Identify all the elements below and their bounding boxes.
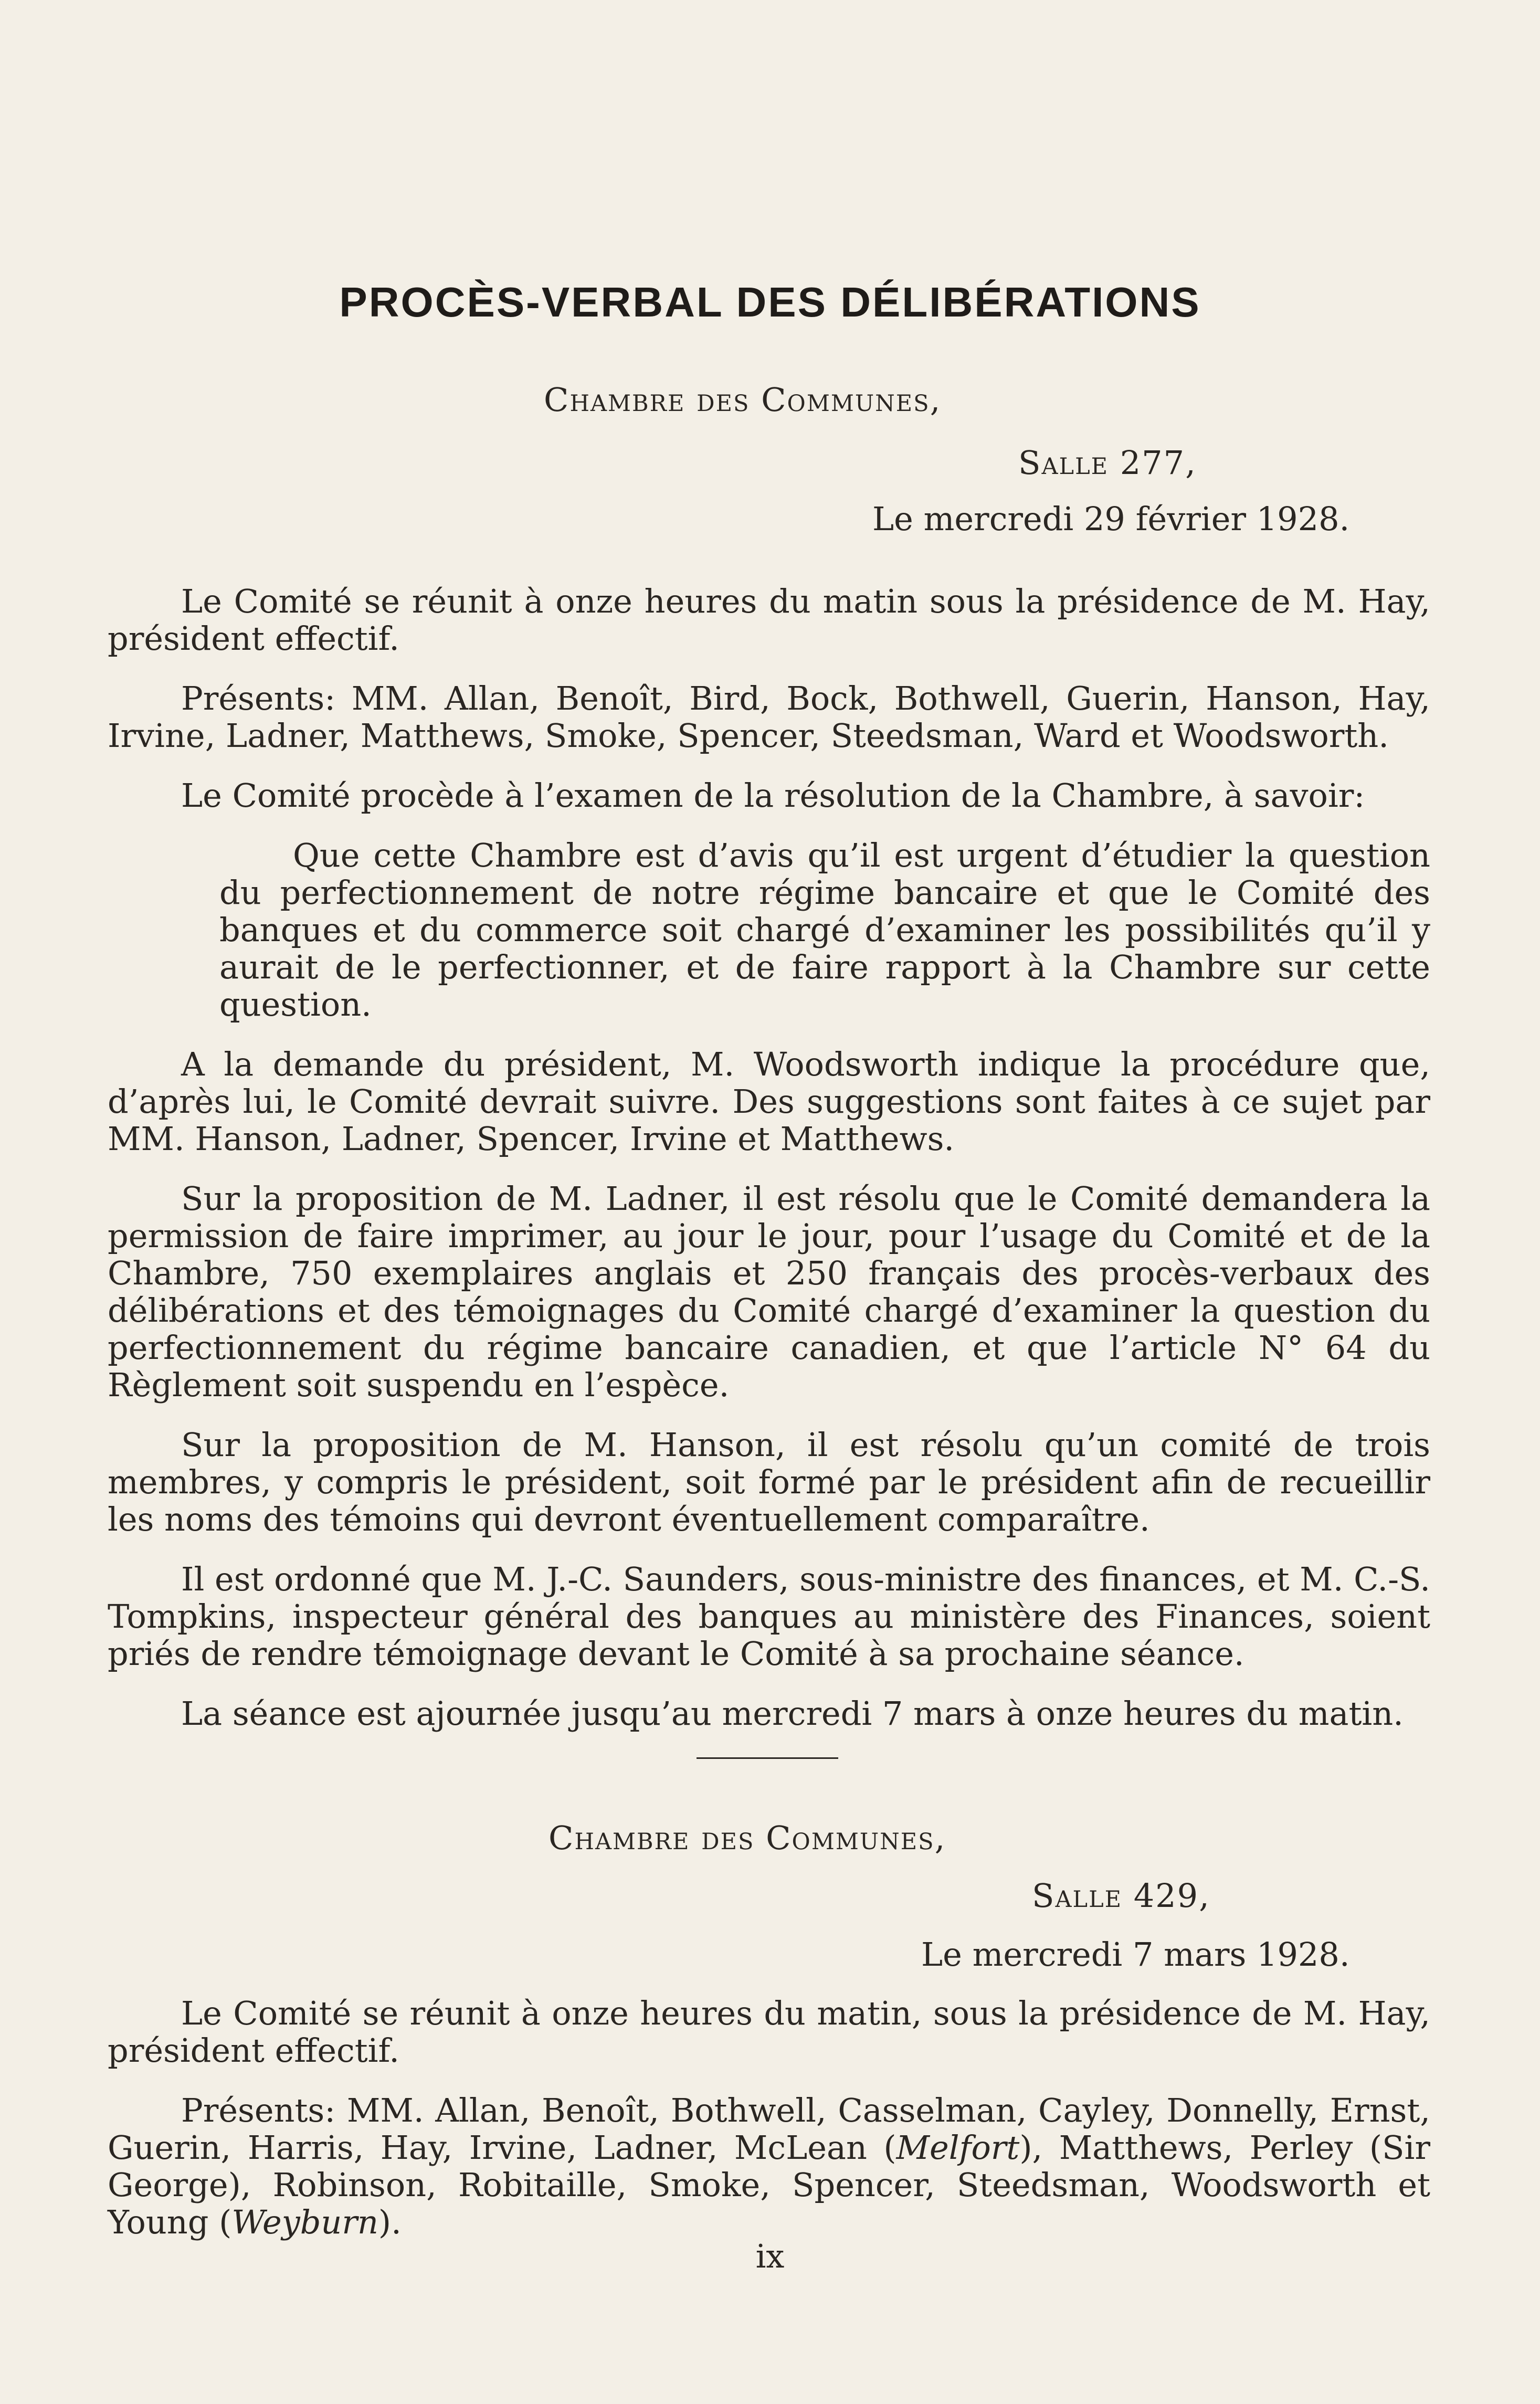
meeting2-opening: Le Comité se réunit à onze heures du matin, sous la présidence de M. Hay, président effectif.	[108, 1994, 1430, 2070]
meeting1-examen: Le Comité procède à l’examen de la résolution de la Chambre, à savoir:	[181, 776, 1365, 815]
meeting1-hanson: Sur la proposition de M. Hanson, il est résolu qu’un comité de trois membres, y compris le président, soit formé par le président afin de recueillir les noms des témoins qui devront éventuellement comparaître.	[108, 1426, 1430, 1538]
meeting2-chamber: Chambre des Communes,	[549, 1819, 946, 1857]
meeting1-chamber: Chambre des Communes,	[544, 381, 942, 419]
meeting1-demande: A la demande du président, M. Woodsworth indique la procédure que, d’après lui, le Comité devrait suivre. Des suggestions sont faites à ce sujet par MM. Hanson, Ladner, Spencer, Irvine et Matthews.	[108, 1045, 1430, 1158]
meeting1-ajourne: La séance est ajournée jusqu’au mercredi 7 mars à onze heures du matin.	[181, 1694, 1404, 1733]
meeting2-date: Le mercredi 7 mars 1928.	[921, 1935, 1350, 1974]
meeting1-present: Présents: MM. Allan, Benoît, Bird, Bock, Bothwell, Guerin, Hanson, Hay, Irvine, Ladner, Matthews, Smoke, Spencer, Steedsman, Ward et Woodsworth.	[108, 679, 1430, 755]
meeting2-body	[108, 1995, 1430, 2263]
page-number: ix	[755, 2237, 785, 2275]
meeting1-opening: Le Comité se réunit à onze heures du matin sous la présidence de M. Hay, président effectif.	[108, 582, 1430, 658]
meeting2-present: Présents: MM. Allan, Benoît, Bothwell, Casselman, Cayley, Donnelly, Ernst, Guerin, Harris, Hay, Irvine, Ladner, McLean (Melfort), Matthews, Perley (Sir George), Robinson, Robitaille, Smoke, Spencer, Steedsman, Woodsworth et Young (Weyburn).	[108, 2091, 1430, 2241]
meeting2-room: Salle 429,	[1032, 1876, 1210, 1915]
page-title: PROCÈS-VERBAL DES DÉLIBÉRATIONS	[339, 279, 1201, 325]
meeting1-date: Le mercredi 29 février 1928.	[872, 500, 1350, 538]
section-divider	[697, 1757, 838, 1759]
meeting1-saunders: Il est ordonné que M. J.-C. Saunders, sous-ministre des finances, et M. C.-S. Tompkins, inspecteur général des banques au ministère des Finances, soient priés de rendre témoignage devant le Comité à sa prochaine séance.	[108, 1560, 1431, 1673]
meeting1-resolution-quote: Que cette Chambre est d’avis qu’il est urgent d’étudier la question du perfectionnement de notre régime bancaire et que le Comité des banques et du commerce soit chargé d’examiner les possibilités qu’il y aurait de le perfectionner, et de faire rapport à la Chambre sur cette question.	[219, 836, 1430, 1024]
meeting1-ladner: Sur la proposition de M. Ladner, il est résolu que le Comité demandera la permission de faire imprimer, au jour le jour, pour l’usage du Comité et de la Chambre, 750 exemplaires anglais et 250 français des procès-verbaux des délibérations et des témoignages du Comité chargé d’examiner la question du perfectionnement du régime bancaire canadien, et que l’article N° 64 du Règlement soit suspendu en l’espèce.	[108, 1179, 1430, 1404]
meeting1-room: Salle 277,	[1018, 444, 1197, 482]
meeting1-body	[108, 583, 1430, 1755]
